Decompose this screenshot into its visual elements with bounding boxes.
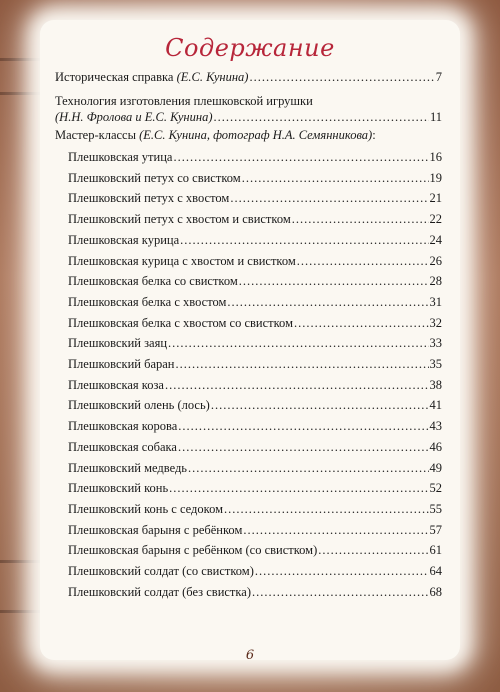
toc-item[interactable]	[68, 150, 442, 165]
toc-item-label: Плешковская белка с хвостом со свистком	[68, 315, 293, 330]
toc-entry[interactable]	[55, 110, 442, 125]
leader-dots	[175, 357, 428, 372]
toc-item[interactable]	[68, 419, 442, 434]
leader-dots	[252, 585, 429, 600]
leader-dots	[318, 543, 428, 558]
toc-item-page: 61	[429, 543, 442, 558]
toc-item-page: 68	[429, 584, 442, 599]
background-strip	[0, 92, 42, 95]
leader-dots	[173, 150, 428, 165]
toc-item-page: 33	[429, 336, 442, 351]
toc-item-label: Плешковский конь с седоком	[68, 501, 224, 516]
toc-item-page: 16	[429, 150, 442, 164]
toc-entry[interactable]	[55, 70, 442, 85]
toc-item[interactable]	[68, 171, 442, 186]
toc-item-page: 24	[429, 232, 442, 247]
toc-item-page: 64	[429, 564, 442, 578]
toc-item-label: Плешковская курица	[68, 232, 180, 247]
leader-dots	[249, 70, 434, 85]
toc-item-label: Плешковская белка с хвостом	[68, 294, 227, 309]
background-strip	[0, 610, 42, 613]
toc-item-label: Плешковская курица с хвостом и свистком	[68, 253, 296, 268]
leader-dots	[292, 212, 429, 227]
toc-item-label: Плешковский баран	[68, 357, 175, 371]
leader-dots	[214, 110, 429, 125]
toc-item-label: Плешковский медведь	[68, 460, 188, 475]
leader-dots	[239, 274, 429, 289]
toc-item[interactable]	[68, 440, 442, 455]
toc-item-label: Плешковский петух со свистком	[68, 170, 241, 185]
toc-item-page: 55	[429, 501, 442, 516]
page-title: Содержание	[165, 34, 335, 62]
toc-item-page: 21	[429, 191, 442, 206]
toc-entry-page: 7	[435, 70, 442, 84]
toc-item-label: Плешковский заяц	[68, 336, 168, 351]
toc-item[interactable]	[68, 336, 442, 351]
toc-item-label: Плешковская барыня с ребёнком	[68, 522, 243, 537]
toc-item-page: 46	[429, 439, 442, 454]
toc-item-page: 35	[429, 357, 442, 371]
toc-item[interactable]	[68, 543, 442, 558]
leader-dots	[297, 254, 429, 269]
toc-item-page: 38	[429, 377, 442, 392]
toc-entry-label: Технология изготовления плешковской игрушки	[55, 94, 313, 108]
leader-dots	[242, 171, 429, 186]
leader-dots	[255, 564, 429, 579]
toc-item-page: 26	[429, 253, 442, 268]
leader-dots	[188, 461, 428, 476]
toc-item-label: Плешковский солдат (со свистком)	[68, 564, 254, 578]
toc-item[interactable]	[68, 212, 442, 227]
toc-item[interactable]	[68, 295, 442, 310]
leader-dots	[165, 378, 429, 393]
toc-item-page: 32	[429, 315, 442, 330]
leader-dots	[294, 316, 429, 331]
toc-section-heading: Мастер-классы (Е.С. Кунина, фотограф Н.А. Семянникова):	[55, 128, 376, 142]
toc-item[interactable]	[68, 378, 442, 393]
toc-item-label: Плешковская коза	[68, 377, 164, 392]
toc-item-label: Плешковская белка со свистком	[68, 274, 238, 289]
toc-item[interactable]	[68, 523, 442, 538]
toc-item-label: Плешковская барыня с ребёнком (со свистком)	[68, 543, 318, 558]
toc-item-label: Плешковский петух с хвостом	[68, 191, 230, 206]
leader-dots	[178, 440, 429, 455]
toc-entry-page: 11	[429, 110, 442, 124]
toc-item-page: 19	[429, 170, 442, 185]
leader-dots	[178, 419, 428, 434]
toc-item[interactable]	[68, 233, 442, 248]
toc-entry-label: Историческая справка (Е.С. Кунина)	[55, 70, 249, 84]
toc-item-label: Плешковский солдат (без свистка)	[68, 584, 251, 599]
leader-dots	[243, 523, 428, 538]
leader-dots	[224, 502, 428, 517]
toc-item-page: 41	[429, 398, 442, 413]
toc-item-page: 28	[429, 274, 442, 289]
page-number: 6	[245, 648, 255, 663]
toc-item[interactable]	[68, 254, 442, 269]
toc-item[interactable]	[68, 564, 442, 579]
toc-item-page: 43	[429, 419, 442, 434]
toc-entry-author: (Н.Н. Фролова и Е.С. Кунина)	[55, 110, 213, 124]
toc-item-label: Плешковская утица	[68, 150, 173, 164]
toc-item[interactable]	[68, 398, 442, 413]
leader-dots	[168, 336, 428, 351]
leader-dots	[180, 233, 428, 248]
toc-item-page: 31	[429, 294, 442, 309]
leader-dots	[211, 398, 429, 413]
toc-item-page: 49	[429, 460, 442, 475]
toc-item[interactable]	[68, 502, 442, 517]
toc-item[interactable]	[68, 191, 442, 206]
toc-item-label: Плешковская корова	[68, 419, 178, 434]
toc-item[interactable]	[68, 585, 442, 600]
leader-dots	[230, 191, 428, 206]
toc-item[interactable]	[68, 461, 442, 476]
toc-item-label: Плешковский олень (лось)	[68, 398, 210, 413]
toc-item[interactable]	[68, 481, 442, 496]
leader-dots	[227, 295, 428, 310]
toc-item[interactable]	[68, 357, 442, 372]
toc-item-label: Плешковская собака	[68, 439, 177, 454]
toc-item[interactable]	[68, 274, 442, 289]
toc-item-label: Плешковский петух с хвостом и свистком	[68, 212, 291, 227]
leader-dots	[169, 481, 428, 496]
toc-item-page: 57	[429, 522, 442, 537]
toc-item-page: 52	[429, 481, 442, 496]
toc-item-label: Плешковский конь	[68, 481, 169, 496]
toc-item[interactable]	[68, 316, 442, 331]
background-strip	[0, 560, 42, 563]
toc-item-page: 22	[429, 212, 442, 227]
